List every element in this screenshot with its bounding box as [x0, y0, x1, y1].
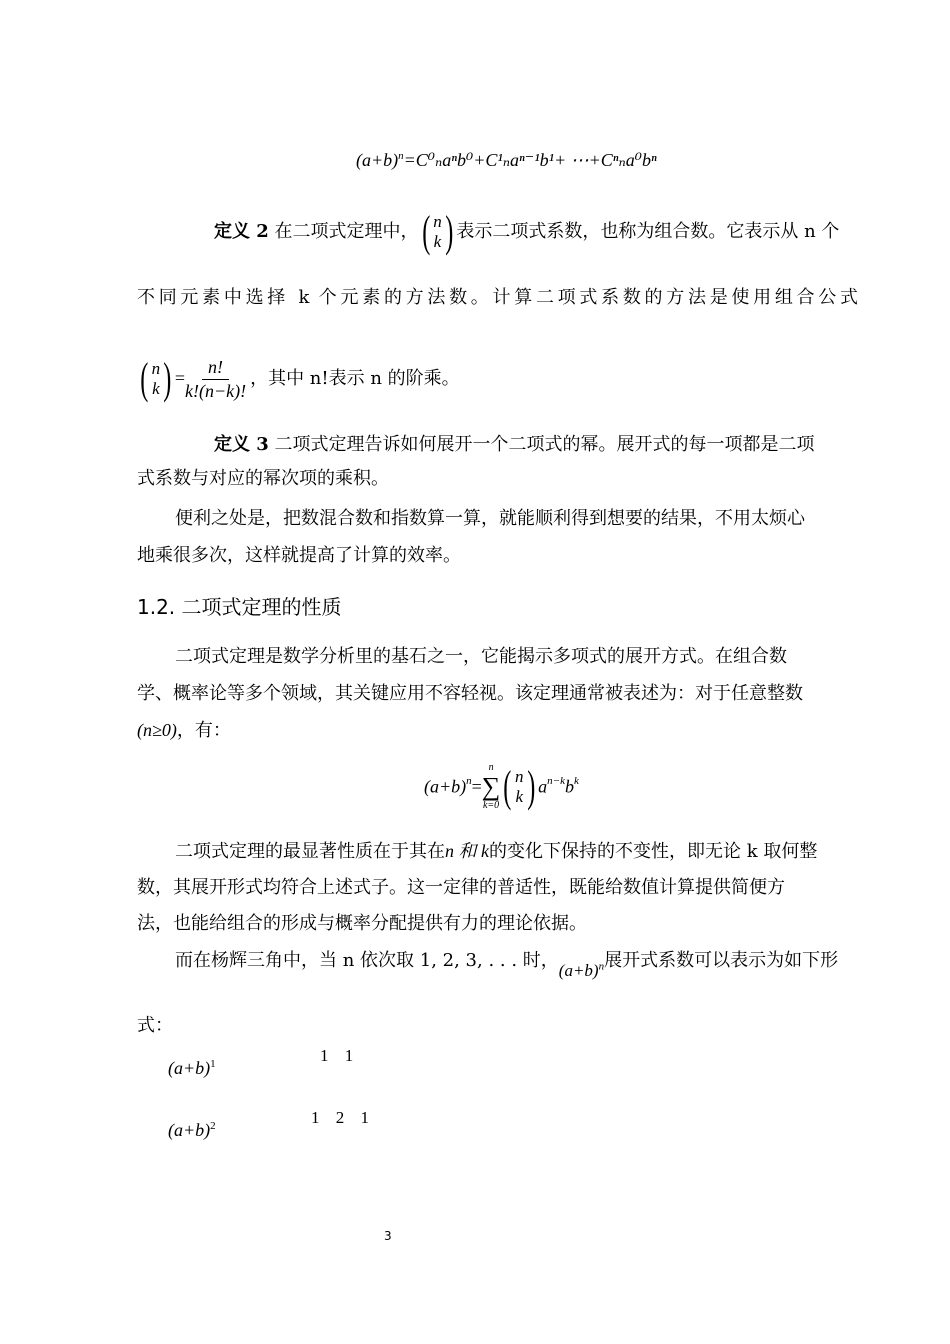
def3-text: 二项式定理告诉如何展开一个二项式的幂。展开式的每一项都是二项: [274, 434, 815, 455]
def2-formula-binom-top: n: [151, 359, 161, 378]
formula-binomial-expansion: [356, 150, 657, 171]
def3-line1: [214, 433, 815, 457]
def2-binom-top: n: [433, 212, 442, 231]
fraction-denominator: k!(n−k)!: [184, 381, 247, 401]
def2-binom: ( n k ): [421, 207, 454, 256]
formula1-lhs-exp: n: [398, 150, 404, 162]
intro-line3-text: ，有：: [176, 720, 231, 741]
pascal-row1-exp: 1: [210, 1058, 216, 1070]
formula2-term-a-exp: n−k: [547, 775, 565, 788]
def2-formula-binom: ( n k ): [140, 354, 172, 403]
property-text-a: 二项式定理的最显著性质在于其在: [175, 841, 445, 862]
sum-upper-limit: n: [488, 762, 494, 773]
pascal-row-coeffs: 1 2 1: [311, 1108, 369, 1127]
formula-binomial-sum: [424, 762, 579, 812]
def2-line3: [137, 356, 460, 402]
factorial-fraction: [185, 356, 246, 402]
section-heading: 1.2. 二项式定理的性质: [137, 595, 342, 619]
formula1-lhs: (a+b): [356, 150, 399, 170]
def2-text-b: 表示二项式系数，也称为组合数。它表示从 n 个: [456, 221, 840, 242]
formula2-binom-top: n: [515, 767, 524, 786]
pascal-row-expr: [168, 1058, 216, 1079]
intro-line3: [137, 718, 231, 743]
equals-sign: =: [174, 368, 185, 388]
pascal-row2-exp: 2: [210, 1120, 216, 1132]
pascal-row-expr: [168, 1120, 216, 1141]
property-text-b: 的变化下保持的不变性，即无论 k 取何整: [489, 841, 818, 862]
pascal-text-b: 展开式系数可以表示为如下形: [604, 950, 839, 971]
fraction-numerator: n!: [202, 356, 229, 380]
formula2-lhs-exp: n: [466, 775, 472, 788]
page-number: 3: [384, 1229, 392, 1243]
formula1-rhs: =C⁰ₙaⁿb⁰+C¹ₙaⁿ⁻¹b¹+ ⋯+Cⁿₙa⁰bⁿ: [403, 150, 657, 170]
pascal-line1: [175, 949, 838, 983]
def2-line1: [214, 207, 840, 256]
def2-text-a: 在二项式定理中，: [274, 221, 419, 242]
pascal-expr-base: (a+b): [558, 961, 599, 980]
pascal-row1-expr: (a+b): [168, 1058, 211, 1078]
formula2-term-b: b: [564, 776, 574, 797]
pascal-row2-expr: (a+b): [168, 1120, 211, 1140]
property-line1: [175, 839, 817, 864]
pascal-row-coeffs: 1 1: [320, 1046, 354, 1065]
pascal-expr-exp: n: [598, 960, 605, 973]
pascal-line2: 式：: [137, 1015, 173, 1036]
def2-line2: 不同元素中选择 k 个元素的方法数。计算二项式系数的方法是使用组合公式: [137, 287, 858, 308]
summation-operator: n ∑ k=0: [481, 762, 501, 811]
pascal-expr: [559, 961, 604, 980]
formula2-binom-bottom: k: [515, 787, 524, 806]
def2-formula-binom-bottom: k: [152, 379, 160, 398]
intro-line2: 学、概率论等多个领域，其关键应用不容轻视。该定理通常被表述为：对于任意整数: [137, 683, 803, 704]
formula2-term-a: a: [538, 776, 548, 797]
formula2-lhs: (a+b): [424, 776, 467, 797]
pascal-text-a: 而在杨辉三角中，当 n 依次取 1, 2, 3, . . . 时，: [175, 950, 559, 971]
def3-line2: 式系数与对应的幂次项的乘积。: [137, 468, 389, 489]
intro-line1: 二项式定理是数学分析里的基石之一，它能揭示多项式的展开方式。在组合数: [175, 646, 787, 667]
def2-binom-bottom: k: [433, 232, 442, 251]
formula2-binom: ( n k ): [503, 762, 535, 811]
property-line3: 法，也能给组合的形成与概率分配提供有力的理论依据。: [137, 913, 587, 934]
property-math: n 和 k: [445, 841, 489, 861]
def2-label: 定义 2: [214, 221, 269, 242]
convenience-line2: 地乘很多次，这样就提高了计算的效率。: [137, 545, 461, 566]
sum-lower-limit: k=0: [482, 800, 500, 811]
n-condition: (n≥0): [137, 720, 177, 740]
def2-text-after: ，其中 n!表示 n 的阶乘。: [250, 368, 460, 389]
def3-label: 定义 3: [214, 434, 269, 455]
formula2-term-b-exp: k: [573, 775, 579, 788]
formula2-equals: =: [471, 776, 482, 797]
property-line2: 数，其展开形式均符合上述式子。这一定律的普适性，既能给数值计算提供简便方: [137, 877, 785, 898]
convenience-line1: 便利之处是，把数混合数和指数算一算，就能顺利得到想要的结果，不用太烦心: [175, 508, 805, 529]
